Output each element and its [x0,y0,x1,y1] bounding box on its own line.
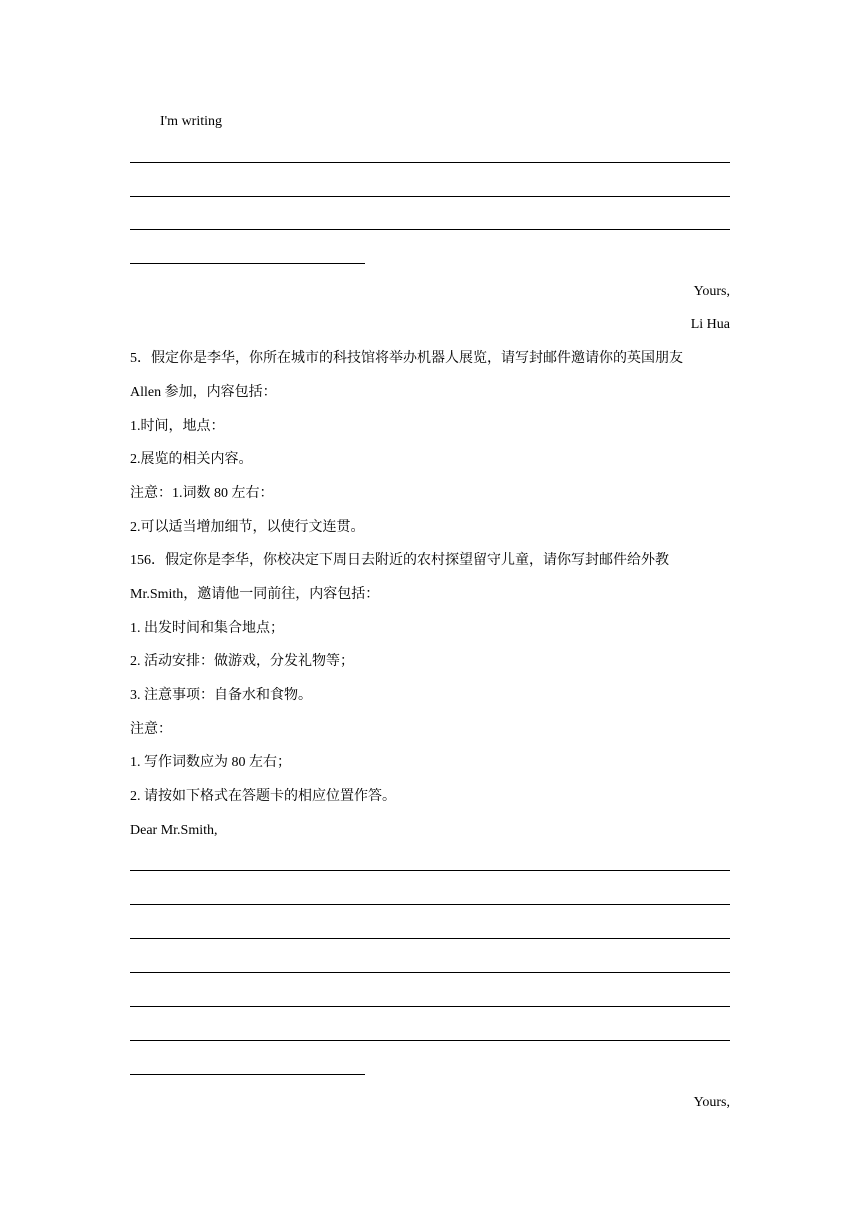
q156-note-label: 注意： [130,722,172,737]
answer-line-short[interactable] [130,1074,365,1075]
q156-item-3: 3. 注意事项：自备水和食物。 [130,688,312,703]
answer-line[interactable] [130,196,730,197]
q156-note-2: 2. 请按如下格式在答题卡的相应位置作答。 [130,789,396,804]
q156-note-1: 1. 写作词数应为 80 左右； [130,755,291,770]
letter-closing: Yours, [693,284,730,299]
q156-greeting: Dear Mr.Smith, [130,823,218,838]
answer-line[interactable] [130,870,730,871]
q5-prompt-line1: 5．假定你是李华，你所在城市的科技馆将举办机器人展览，请写封邮件邀请你的英国朋友 [130,351,683,366]
q156-item-2: 2. 活动安排：做游戏，分发礼物等； [130,654,354,669]
q156-closing: Yours, [693,1095,730,1110]
answer-line[interactable] [130,1040,730,1041]
q156-item-1: 1. 出发时间和集合地点； [130,621,284,636]
q156-prompt-line1: 156．假定你是李华，你校决定下周日去附近的农村探望留守儿童，请你写封邮件给外教 [130,553,669,568]
q5-prompt-line2: Allen 参加，内容包括： [130,385,277,400]
q5-requirement-1: 1.时间，地点： [130,419,225,434]
q5-requirement-2: 2.展览的相关内容。 [130,452,253,467]
q5-note-1: 注意：1.词数 80 左右： [130,486,274,501]
letter-signature: Li Hua [690,317,730,332]
q156-prompt-line2: Mr.Smith，邀请他一同前往，内容包括： [130,587,380,602]
answer-line[interactable] [130,229,730,230]
answer-line-short[interactable] [130,263,365,264]
answer-line[interactable] [130,972,730,973]
q5-note-2: 2.可以适当增加细节，以使行文连贯。 [130,520,365,535]
answer-line[interactable] [130,904,730,905]
answer-line[interactable] [130,1006,730,1007]
answer-line[interactable] [130,162,730,163]
answer-line[interactable] [130,938,730,939]
letter-opening: I'm writing [160,114,223,129]
